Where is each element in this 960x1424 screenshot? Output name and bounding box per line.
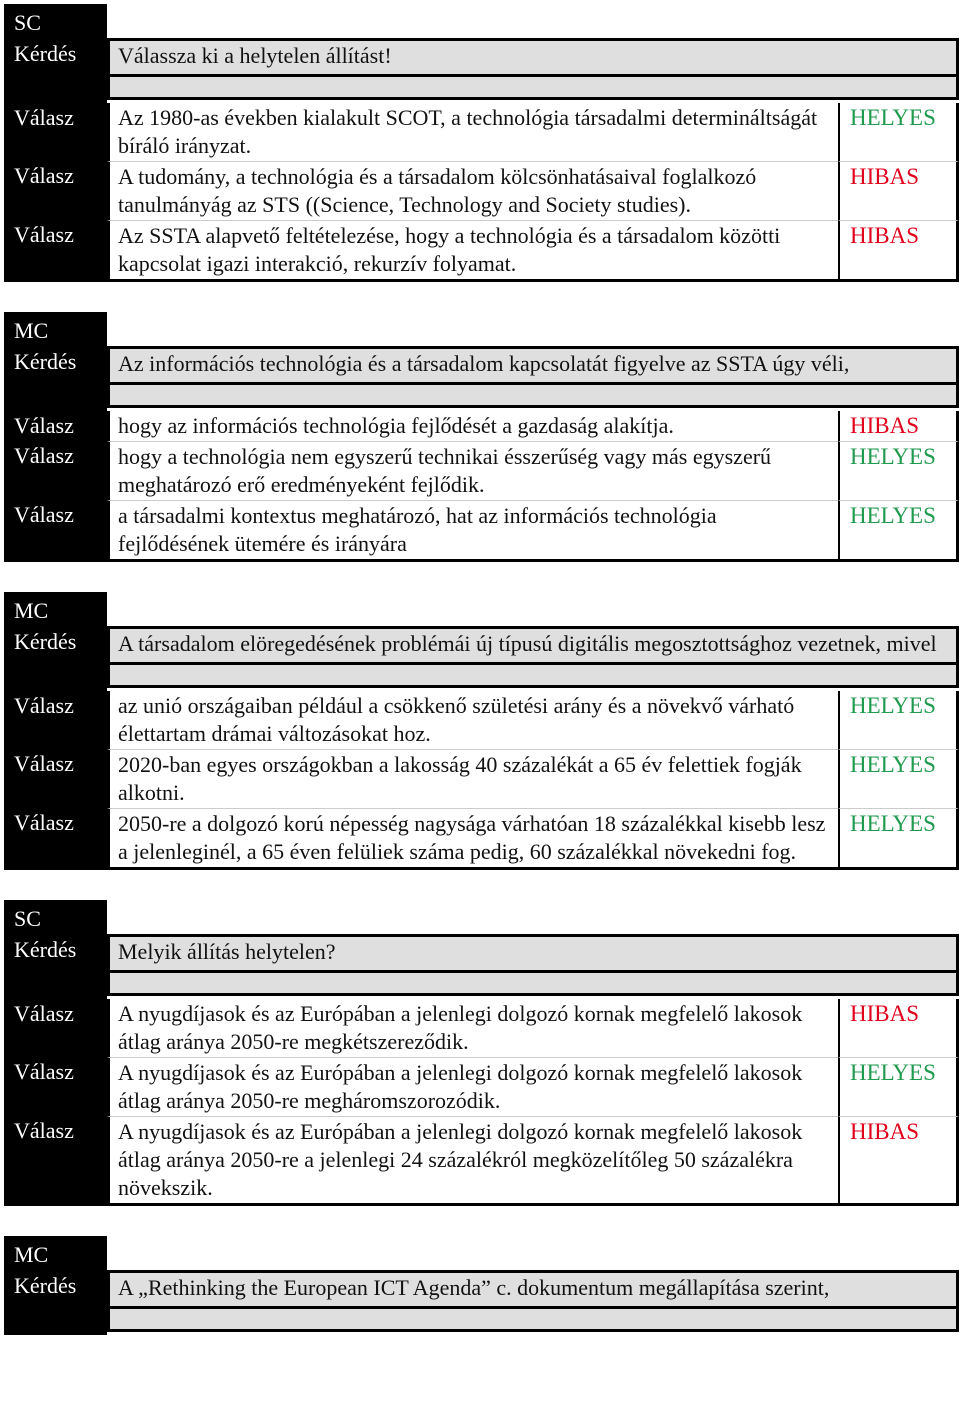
question-type-label <box>4 592 107 626</box>
answer-row <box>4 411 959 441</box>
question-type-text: SC <box>14 906 41 931</box>
answer-list <box>4 103 959 282</box>
question-block <box>4 1236 959 1335</box>
answer-label: Válasz <box>4 500 107 559</box>
answer-row <box>4 161 959 220</box>
answer-label: Válasz <box>4 808 107 867</box>
answer-text: hogy az információs technológia fejlődését a gazdaság alakítja. <box>107 411 838 441</box>
answer-text: 2050-re a dolgozó korú népesség nagysága várhatóan 18 százalékkal kisebb lesz a jelenleginél, a 65 éven felüliek száma pedig, 60 százalékkal növekedni fog. <box>107 808 838 867</box>
question-box-bottom <box>107 385 959 408</box>
type-row-spacer <box>107 312 959 346</box>
question-label: Kérdés <box>4 934 107 973</box>
answer-verdict: HELYES <box>838 749 959 808</box>
question-label: Kérdés <box>4 38 107 77</box>
question-text: Válassza ki a helytelen állítást! <box>107 38 959 77</box>
question-row <box>4 934 959 973</box>
answer-label: Válasz <box>4 103 107 161</box>
answer-verdict: HIBAS <box>838 161 959 220</box>
question-type-label <box>4 900 107 934</box>
answer-text: A tudomány, a technológia és a társadalom kölcsönhatásaival foglalkozó tanulmányág az STS ((Science, Technology and Society studies). <box>107 161 838 220</box>
answer-label: Válasz <box>4 220 107 279</box>
question-text: A „Rethinking the European ICT Agenda” c. dokumentum megállapítása szerint, <box>107 1270 959 1309</box>
answer-row <box>4 441 959 500</box>
question-type-text: MC <box>14 318 49 343</box>
answer-text: hogy a technológia nem egyszerű technikai ésszerűség vagy más egyszerű meghatározó erő eredményeként fejlődik. <box>107 441 838 500</box>
question-text: Melyik állítás helytelen? <box>107 934 959 973</box>
answer-label: Válasz <box>4 161 107 220</box>
question-row <box>4 346 959 385</box>
answer-text: az unió országaiban például a csökkenő születési arány és a növekvő várható élettartam drámai változásokat hoz. <box>107 691 838 749</box>
answer-verdict: HELYES <box>838 500 959 559</box>
answer-label: Válasz <box>4 411 107 441</box>
question-type-text: MC <box>14 1242 49 1267</box>
answer-row <box>4 1057 959 1116</box>
question-type-row <box>4 1236 959 1270</box>
question-text: A társadalom elöregedésének problémái új típusú digitális megosztottsághoz vezetnek, mivel <box>107 626 959 665</box>
answer-verdict: HELYES <box>838 691 959 749</box>
answer-text: Az SSTA alapvető feltételezése, hogy a technológia és a társadalom közötti kapcsolat igazi interakció, rekurzív folyamat. <box>107 220 838 279</box>
answer-label: Válasz <box>4 691 107 749</box>
question-block <box>4 592 959 870</box>
answer-row <box>4 749 959 808</box>
question-box-bottom <box>107 77 959 100</box>
type-row-spacer <box>107 592 959 626</box>
type-row-spacer <box>107 4 959 38</box>
answer-text: A nyugdíjasok és az Európában a jelenlegi dolgozó kornak megfelelő lakosok átlag aránya 2050-re a jelenlegi 24 százalékról megközelítőleg 50 százalékra növekszik. <box>107 1116 838 1203</box>
question-type-text: MC <box>14 598 49 623</box>
question-type-label <box>4 1236 107 1270</box>
question-box-bottom <box>107 973 959 996</box>
answer-row <box>4 1116 959 1203</box>
question-block <box>4 4 959 282</box>
question-block <box>4 312 959 562</box>
question-box-bottom <box>107 665 959 688</box>
type-row-spacer <box>107 900 959 934</box>
answer-list <box>4 411 959 562</box>
answer-row <box>4 808 959 867</box>
spacer-label <box>4 77 107 103</box>
answer-row <box>4 999 959 1057</box>
question-row <box>4 38 959 77</box>
question-label: Kérdés <box>4 626 107 665</box>
question-type-label <box>4 312 107 346</box>
question-spacer-row <box>4 973 959 999</box>
question-type-text: SC <box>14 10 41 35</box>
answer-label: Válasz <box>4 749 107 808</box>
spacer-label <box>4 973 107 999</box>
answer-label: Válasz <box>4 1057 107 1116</box>
spacer-label <box>4 665 107 691</box>
answer-text: a társadalmi kontextus meghatározó, hat az információs technológia fejlődésének ütemére és irányára <box>107 500 838 559</box>
answer-verdict: HIBAS <box>838 220 959 279</box>
answer-verdict: HELYES <box>838 1057 959 1116</box>
answer-text: 2020-ban egyes országokban a lakosság 40 százalékát a 65 év felettiek fogják alkotni. <box>107 749 838 808</box>
answer-verdict: HIBAS <box>838 1116 959 1203</box>
question-row <box>4 1270 959 1309</box>
question-spacer-row <box>4 1309 959 1335</box>
question-spacer-row <box>4 665 959 691</box>
question-text: Az információs technológia és a társadalom kapcsolatát figyelve az SSTA úgy véli, <box>107 346 959 385</box>
answer-verdict: HIBAS <box>838 411 959 441</box>
spacer-label <box>4 1309 107 1335</box>
question-type-row <box>4 4 959 38</box>
question-box-bottom <box>107 1309 959 1332</box>
question-type-row <box>4 312 959 346</box>
question-row <box>4 626 959 665</box>
answer-label: Válasz <box>4 1116 107 1203</box>
answer-label: Válasz <box>4 999 107 1057</box>
answer-verdict: HIBAS <box>838 999 959 1057</box>
answer-row <box>4 220 959 279</box>
question-label: Kérdés <box>4 346 107 385</box>
answer-verdict: HELYES <box>838 441 959 500</box>
answer-text: Az 1980-as években kialakult SCOT, a technológia társadalmi determináltságát bíráló irányzat. <box>107 103 838 161</box>
question-spacer-row <box>4 385 959 411</box>
question-spacer-row <box>4 77 959 103</box>
question-type-row <box>4 592 959 626</box>
quiz-document <box>4 4 959 1365</box>
answer-row <box>4 103 959 161</box>
question-type-row <box>4 900 959 934</box>
answer-list <box>4 999 959 1206</box>
spacer-label <box>4 385 107 411</box>
answer-text: A nyugdíjasok és az Európában a jelenlegi dolgozó kornak megfelelő lakosok átlag aránya 2050-re megkétszereződik. <box>107 999 838 1057</box>
type-row-spacer <box>107 1236 959 1270</box>
answer-list <box>4 691 959 870</box>
question-type-label <box>4 4 107 38</box>
answer-label: Válasz <box>4 441 107 500</box>
answer-row <box>4 500 959 559</box>
answer-row <box>4 691 959 749</box>
answer-verdict: HELYES <box>838 808 959 867</box>
answer-text: A nyugdíjasok és az Európában a jelenlegi dolgozó kornak megfelelő lakosok átlag aránya 2050-re megháromszorozódik. <box>107 1057 838 1116</box>
answer-verdict: HELYES <box>838 103 959 161</box>
question-label: Kérdés <box>4 1270 107 1309</box>
question-block <box>4 900 959 1206</box>
